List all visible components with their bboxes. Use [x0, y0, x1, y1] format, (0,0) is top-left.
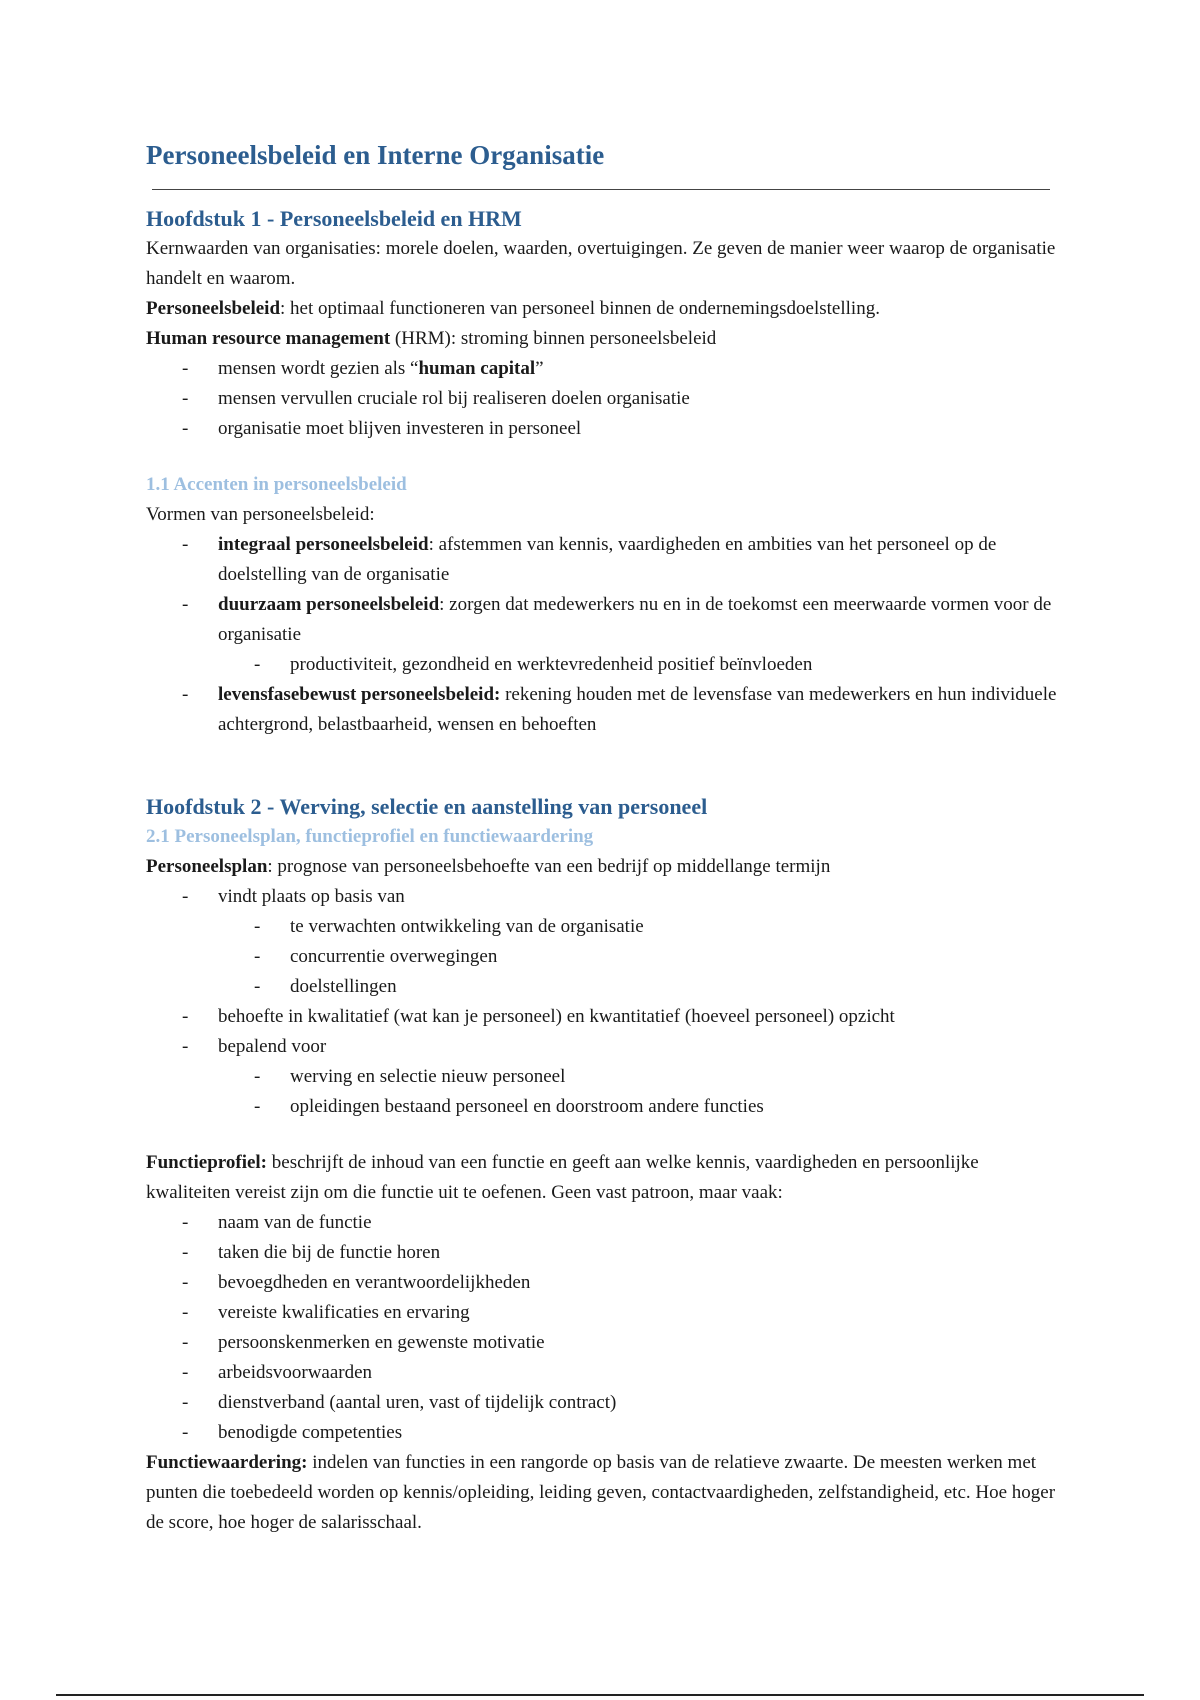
item-bold: human capital — [418, 358, 536, 379]
term: duurzaam personeelsbeleid — [218, 594, 440, 615]
list-item — [146, 680, 1066, 740]
personeelsplan-definition — [146, 852, 1066, 882]
list-item: - organisatie moet blijven investeren in personeel — [146, 414, 1066, 444]
term: Functieprofiel: — [146, 1152, 268, 1173]
chapter-2-heading: Hoofdstuk 2 - Werving, selectie en aanstelling van personeel — [146, 794, 708, 819]
item-text: ” — [535, 358, 544, 379]
term: Personeelsbeleid — [146, 298, 281, 319]
page-bottom-divider — [56, 1694, 1144, 1696]
list-subitem: - werving en selectie nieuw personeel — [146, 1062, 1066, 1092]
section-1-1-heading: 1.1 Accenten in personeelsbeleid — [146, 474, 407, 495]
personeelsplan-list — [146, 882, 1066, 1122]
list-subitem: - opleidingen bestaand personeel en doorstroom andere functies — [146, 1092, 1066, 1122]
document-content — [146, 140, 1066, 1538]
chapter-1-heading: Hoofdstuk 1 - Personeelsbeleid en HRM — [146, 206, 522, 231]
list-subitem: - productiviteit, gezondheid en werktevredenheid positief beïnvloeden — [146, 650, 1066, 680]
list-item — [146, 590, 1066, 650]
term: Human resource management — [146, 328, 391, 349]
definition: rekening houden met de levensfase van medewerkers en hun individuele achtergrond, belastbaarheid, wensen en behoeften — [218, 684, 1057, 735]
list-item: - benodigde competenties — [146, 1418, 1066, 1448]
list-item: - dienstverband (aantal uren, vast of tijdelijk contract) — [146, 1388, 1066, 1418]
title-divider — [152, 189, 1050, 190]
list-item: - naam van de functie — [146, 1208, 1066, 1238]
functiewaardering-definition — [146, 1448, 1066, 1538]
list-item: - taken die bij de functie horen — [146, 1238, 1066, 1268]
list-item: - vereiste kwalificaties en ervaring — [146, 1298, 1066, 1328]
definition: : afstemmen van kennis, vaardigheden en ambities van het personeel op de doelstelling van de organisatie — [218, 534, 997, 585]
hrm-definition — [146, 324, 1066, 354]
document-title: Personeelsbeleid en Interne Organisatie — [146, 140, 605, 170]
term: levensfasebewust personeelsbeleid: — [218, 684, 501, 705]
definition: : zorgen dat medewerkers nu en in de toekomst een meerwaarde vormen voor de organisatie — [218, 594, 1052, 645]
personeelsbeleid-definition — [146, 294, 1066, 324]
term: integraal personeelsbeleid — [218, 534, 429, 555]
list-item: - bepalend voor — [146, 1032, 1066, 1062]
item-text: mensen wordt gezien als “ — [218, 358, 419, 379]
list-item — [146, 354, 1066, 384]
list-item: - behoefte in kwalitatief (wat kan je personeel) en kwantitatief (hoeveel personeel) opzicht — [146, 1002, 1066, 1032]
list-subitem: - doelstellingen — [146, 972, 1066, 1002]
list-item: - bevoegdheden en verantwoordelijkheden — [146, 1268, 1066, 1298]
functieprofiel-definition — [146, 1148, 1066, 1208]
definition: : prognose van personeelsbehoefte van een bedrijf op middellange termijn — [267, 856, 831, 877]
definition: beschrijft de inhoud van een functie en geeft aan welke kennis, vaardigheden en persoonlijke kwaliteiten vereist zijn om die functie uit te oefenen. Geen vast patroon, maar vaak: — [146, 1152, 979, 1203]
term: Functiewaardering: — [146, 1452, 308, 1473]
definition: (HRM): stroming binnen personeelsbeleid — [390, 328, 717, 349]
list-item — [146, 530, 1066, 590]
list-item: - arbeidsvoorwaarden — [146, 1358, 1066, 1388]
kernwaarden-paragraph: Kernwaarden van organisaties: morele doelen, waarden, overtuigingen. Ze geven de manier weer waarop de organisatie handelt en waarom. — [146, 238, 1056, 289]
section-2-1-heading: 2.1 Personeelsplan, functieprofiel en functiewaardering — [146, 826, 594, 847]
functieprofiel-list — [146, 1208, 1066, 1448]
definition: indelen van functies in een rangorde op basis van de relatieve zwaarte. De meesten werken met punten die toebedeeld worden op kennis/opleiding, leiding geven, contactvaardigheden, zelfstandigheid, etc. Hoe hoger de score, hoe hoger de salarisschaal. — [146, 1452, 1056, 1533]
list-item: - mensen vervullen cruciale rol bij realiseren doelen organisatie — [146, 384, 1066, 414]
list-item: - vindt plaats op basis van — [146, 882, 1066, 912]
list-item: - persoonskenmerken en gewenste motivatie — [146, 1328, 1066, 1358]
definition: : het optimaal functioneren van personeel binnen de ondernemingsdoelstelling. — [280, 298, 880, 319]
vormen-paragraph: Vormen van personeelsbeleid: — [146, 504, 375, 525]
hrm-list — [146, 354, 1066, 444]
term: Personeelsplan — [146, 856, 268, 877]
vormen-list — [146, 530, 1066, 740]
list-subitem: - concurrentie overwegingen — [146, 942, 1066, 972]
list-subitem: - te verwachten ontwikkeling van de organisatie — [146, 912, 1066, 942]
